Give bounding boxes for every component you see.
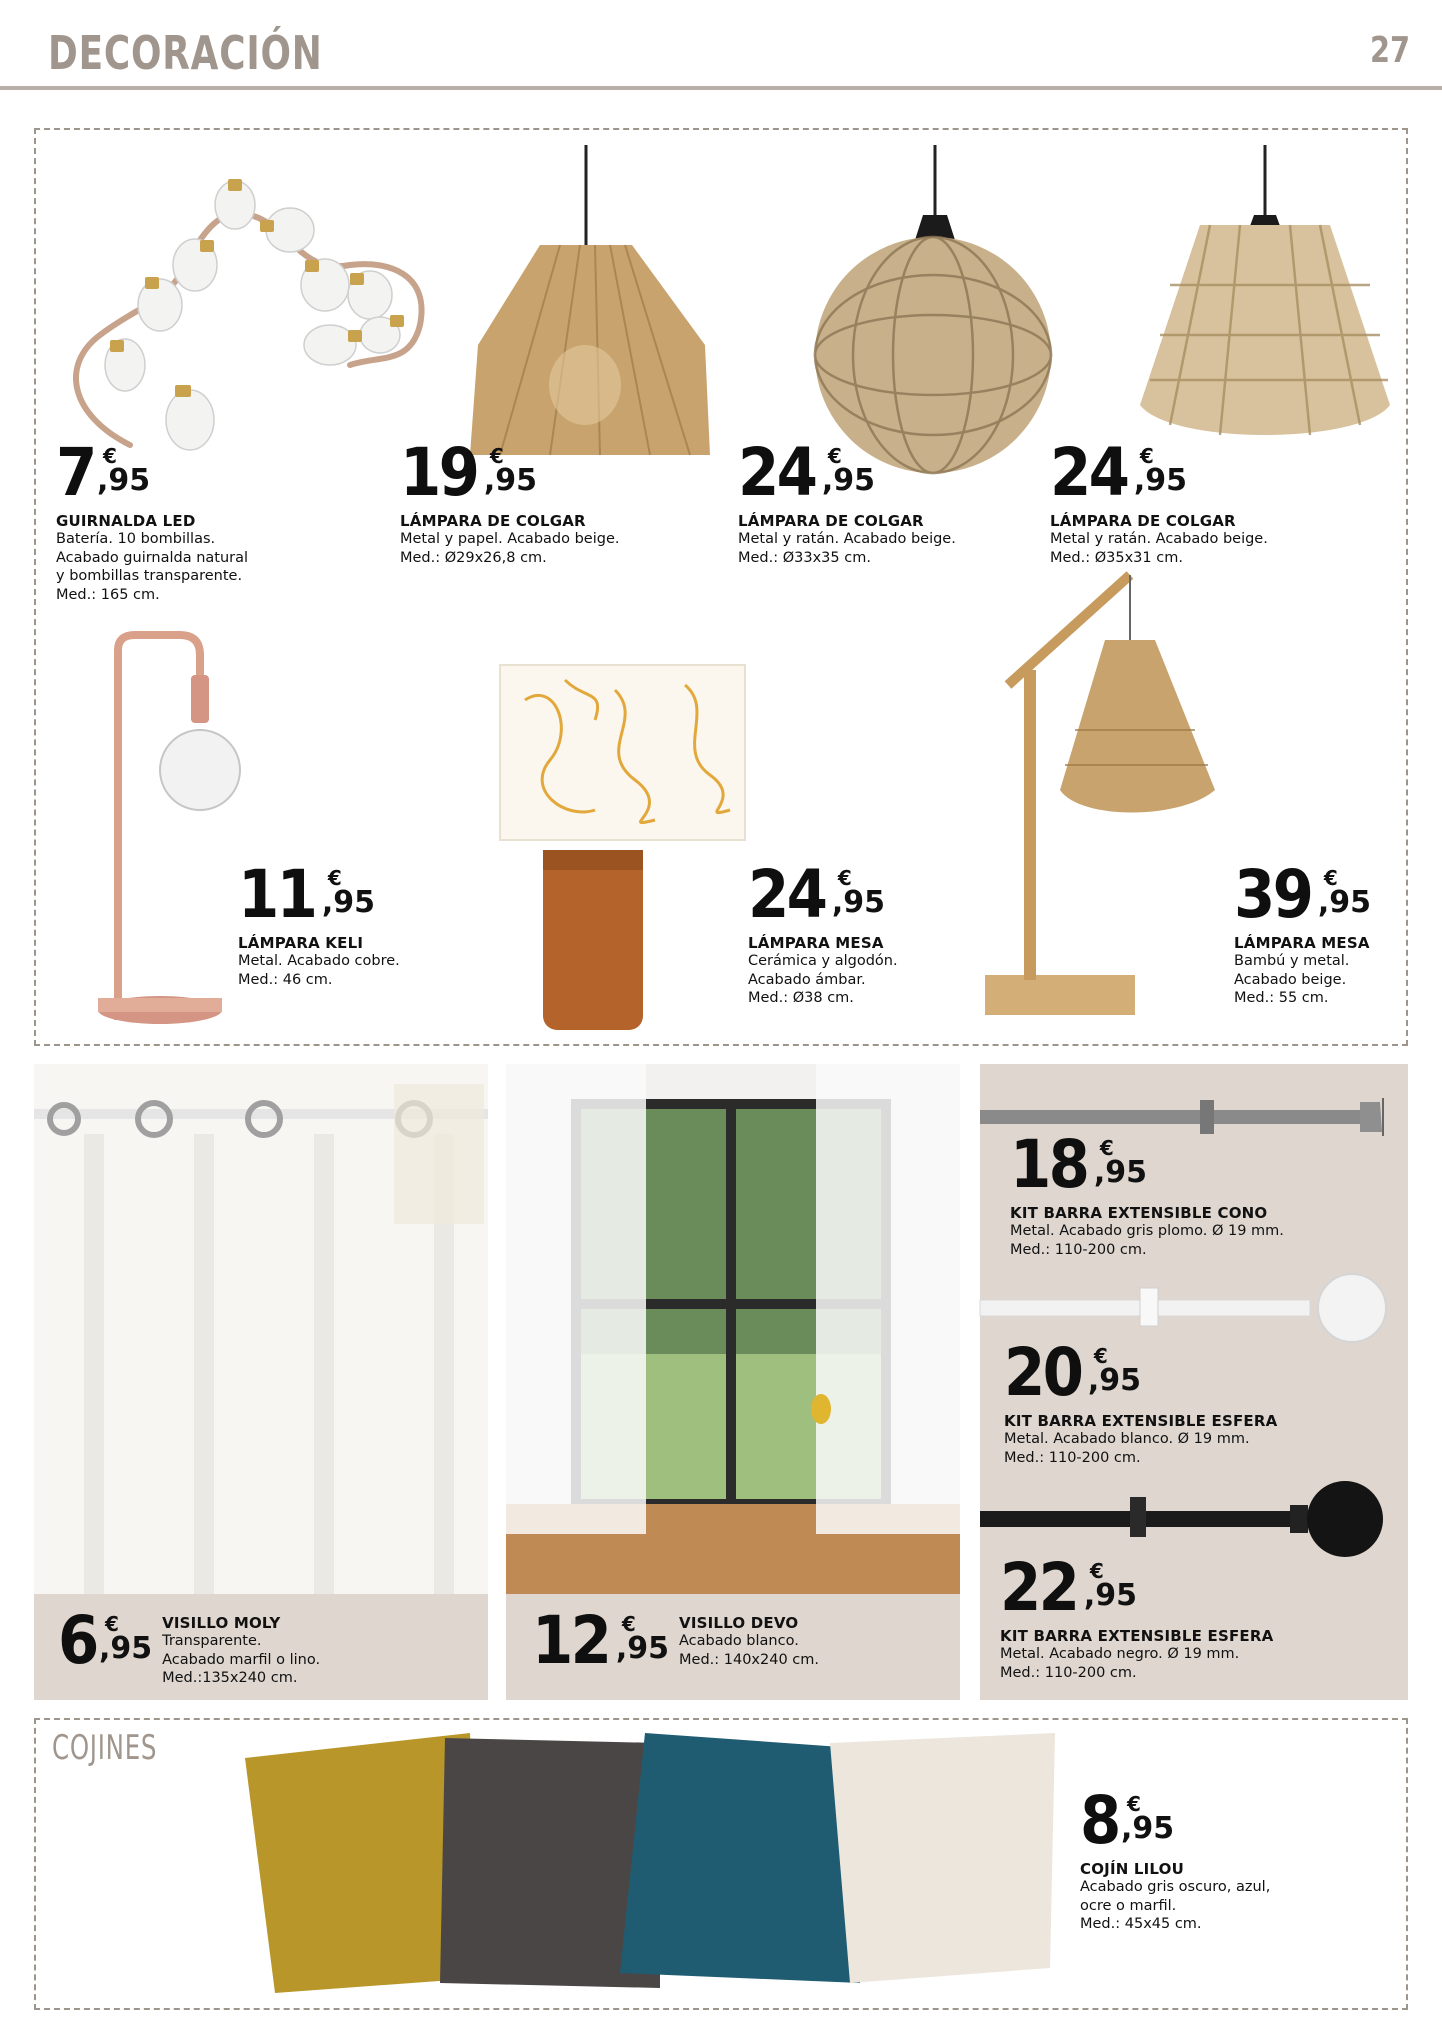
product-description: Acabado blanco. Med.: 140x240 cm. bbox=[679, 1633, 820, 1668]
currency-symbol: € bbox=[1099, 1136, 1114, 1160]
price bbox=[1004, 1334, 1277, 1411]
currency-symbol: € bbox=[621, 1612, 636, 1636]
currency-symbol: € bbox=[1126, 1792, 1141, 1816]
product-description: Metal. Acabado gris plomo. Ø 19 mm. Med.: 110-200 cm. bbox=[1010, 1223, 1284, 1258]
price-integer: 39 bbox=[1234, 856, 1312, 933]
price-cents: ,95 bbox=[831, 885, 886, 920]
currency-symbol: € bbox=[327, 866, 342, 890]
product-barra-cono bbox=[1010, 1126, 1284, 1259]
product-name: VISILLO MOLY bbox=[162, 1614, 281, 1632]
product-keli bbox=[238, 856, 400, 989]
product-name: GUIRNALDA LED bbox=[56, 512, 196, 530]
product-moly bbox=[58, 1602, 321, 1688]
product-description: Metal y ratán. Acabado beige. Med.: Ø33x35 cm. bbox=[738, 531, 956, 566]
pendant-lamp-sphere-image bbox=[805, 145, 1055, 475]
currency-symbol: € bbox=[102, 444, 117, 468]
price-cents: ,95 bbox=[1133, 463, 1188, 498]
product-name: LÁMPARA DE COLGAR bbox=[400, 512, 586, 530]
product-colgar-3 bbox=[1050, 434, 1268, 567]
product-description: Metal. Acabado cobre. Med.: 46 cm. bbox=[238, 953, 400, 988]
product-guirnalda bbox=[56, 434, 249, 604]
price-cents: ,95 bbox=[1083, 1578, 1138, 1613]
price-integer: 6 bbox=[58, 1602, 97, 1679]
price-cents: ,95 bbox=[1317, 885, 1372, 920]
product-description: Acabado gris oscuro, azul, ocre o marfil. Med.: 45x45 cm. bbox=[1080, 1879, 1271, 1932]
price bbox=[738, 434, 956, 511]
page-header bbox=[0, 0, 1442, 90]
price-integer: 11 bbox=[238, 856, 316, 933]
cushions-title: COJINES bbox=[52, 1728, 158, 1768]
product-barra-esfera-blanca bbox=[1004, 1334, 1278, 1467]
currency-symbol: € bbox=[837, 866, 852, 890]
price-integer: 24 bbox=[738, 434, 816, 511]
price-integer: 18 bbox=[1010, 1126, 1088, 1203]
product-description: Transparente. Acabado marfil o lino. Med.:135x240 cm. bbox=[162, 1633, 321, 1686]
product-name: KIT BARRA EXTENSIBLE CONO bbox=[1010, 1204, 1268, 1222]
price-integer: 12 bbox=[532, 1602, 610, 1679]
price-cents: ,95 bbox=[821, 463, 876, 498]
price bbox=[748, 856, 898, 933]
product-name: LÁMPARA MESA bbox=[748, 934, 884, 952]
price bbox=[1234, 856, 1372, 933]
price-integer: 8 bbox=[1080, 1782, 1119, 1859]
table-lamp-bamboo-image bbox=[980, 570, 1230, 1040]
currency-symbol: € bbox=[827, 444, 842, 468]
price bbox=[1050, 434, 1268, 511]
price bbox=[532, 1602, 670, 1679]
price-cents: ,95 bbox=[615, 1631, 670, 1666]
table-lamp-ceramic-image bbox=[495, 660, 755, 1040]
curtain-devo-image bbox=[506, 1064, 960, 1594]
product-cojin-lilou bbox=[1080, 1782, 1271, 1934]
currency-symbol: € bbox=[1093, 1344, 1108, 1368]
price bbox=[1080, 1782, 1270, 1859]
price bbox=[1010, 1126, 1284, 1203]
product-description: Metal y papel. Acabado beige. Med.: Ø29x26,8 cm. bbox=[400, 531, 620, 566]
product-name: LÁMPARA KELI bbox=[238, 934, 364, 952]
price-integer: 24 bbox=[1050, 434, 1128, 511]
currency-symbol: € bbox=[1089, 1559, 1104, 1583]
price-integer: 19 bbox=[400, 434, 478, 511]
product-name: VISILLO DEVO bbox=[679, 1614, 799, 1632]
pendant-lamp-bell-image bbox=[1130, 145, 1410, 468]
price-integer: 7 bbox=[56, 434, 95, 511]
page-number: 27 bbox=[1369, 30, 1410, 71]
product-description: Bambú y metal. Acabado beige. Med.: 55 cm. bbox=[1234, 953, 1350, 1006]
product-name: LÁMPARA DE COLGAR bbox=[738, 512, 924, 530]
product-name: KIT BARRA EXTENSIBLE ESFERA bbox=[1004, 1412, 1278, 1430]
product-description: Metal. Acabado negro. Ø 19 mm. Med.: 110-200 cm. bbox=[1000, 1646, 1240, 1681]
product-name: LÁMPARA MESA bbox=[1234, 934, 1370, 952]
product-colgar-2 bbox=[738, 434, 956, 567]
product-description: Batería. 10 bombillas. Acabado guirnalda natural y bombillas transparente. Med.: 165 cm. bbox=[56, 531, 249, 603]
product-devo bbox=[532, 1602, 820, 1679]
product-description: Metal y ratán. Acabado beige. Med.: Ø35x31 cm. bbox=[1050, 531, 1268, 566]
price-integer: 22 bbox=[1000, 1549, 1078, 1626]
price-cents: ,95 bbox=[483, 463, 538, 498]
product-barra-esfera-negra bbox=[1000, 1549, 1274, 1682]
currency-symbol: € bbox=[1323, 866, 1338, 890]
price-cents: ,95 bbox=[1087, 1363, 1142, 1398]
desk-lamp-keli-image bbox=[80, 630, 260, 1030]
price-integer: 20 bbox=[1004, 1334, 1082, 1411]
price bbox=[1000, 1549, 1273, 1626]
price bbox=[238, 856, 400, 933]
curtain-moly-image bbox=[34, 1064, 488, 1594]
product-name: KIT BARRA EXTENSIBLE ESFERA bbox=[1000, 1627, 1274, 1645]
price-cents: ,95 bbox=[1093, 1155, 1148, 1190]
price-cents: ,95 bbox=[321, 885, 376, 920]
product-description: Cerámica y algodón. Acabado ámbar. Med.: Ø38 cm. bbox=[748, 953, 898, 1006]
currency-symbol: € bbox=[489, 444, 504, 468]
price-cents: ,95 bbox=[96, 463, 151, 498]
product-name: LÁMPARA DE COLGAR bbox=[1050, 512, 1236, 530]
product-colgar-1 bbox=[400, 434, 620, 567]
product-description: Metal. Acabado blanco. Ø 19 mm. Med.: 110-200 cm. bbox=[1004, 1431, 1250, 1466]
product-mesa-1 bbox=[748, 856, 898, 1008]
led-garland-image bbox=[50, 165, 430, 445]
price-cents: ,95 bbox=[1120, 1811, 1175, 1846]
product-name: COJÍN LILOU bbox=[1080, 1860, 1184, 1878]
currency-symbol: € bbox=[104, 1612, 119, 1636]
price bbox=[58, 1602, 153, 1679]
cushions-image bbox=[240, 1728, 1060, 2000]
price-integer: 24 bbox=[748, 856, 826, 933]
price bbox=[56, 434, 248, 511]
pendant-lamp-paper-image bbox=[460, 145, 720, 468]
product-mesa-2 bbox=[1234, 856, 1372, 1008]
price-cents: ,95 bbox=[98, 1631, 153, 1666]
currency-symbol: € bbox=[1139, 444, 1154, 468]
section-title: DECORACIÓN bbox=[48, 26, 323, 80]
price bbox=[400, 434, 619, 511]
